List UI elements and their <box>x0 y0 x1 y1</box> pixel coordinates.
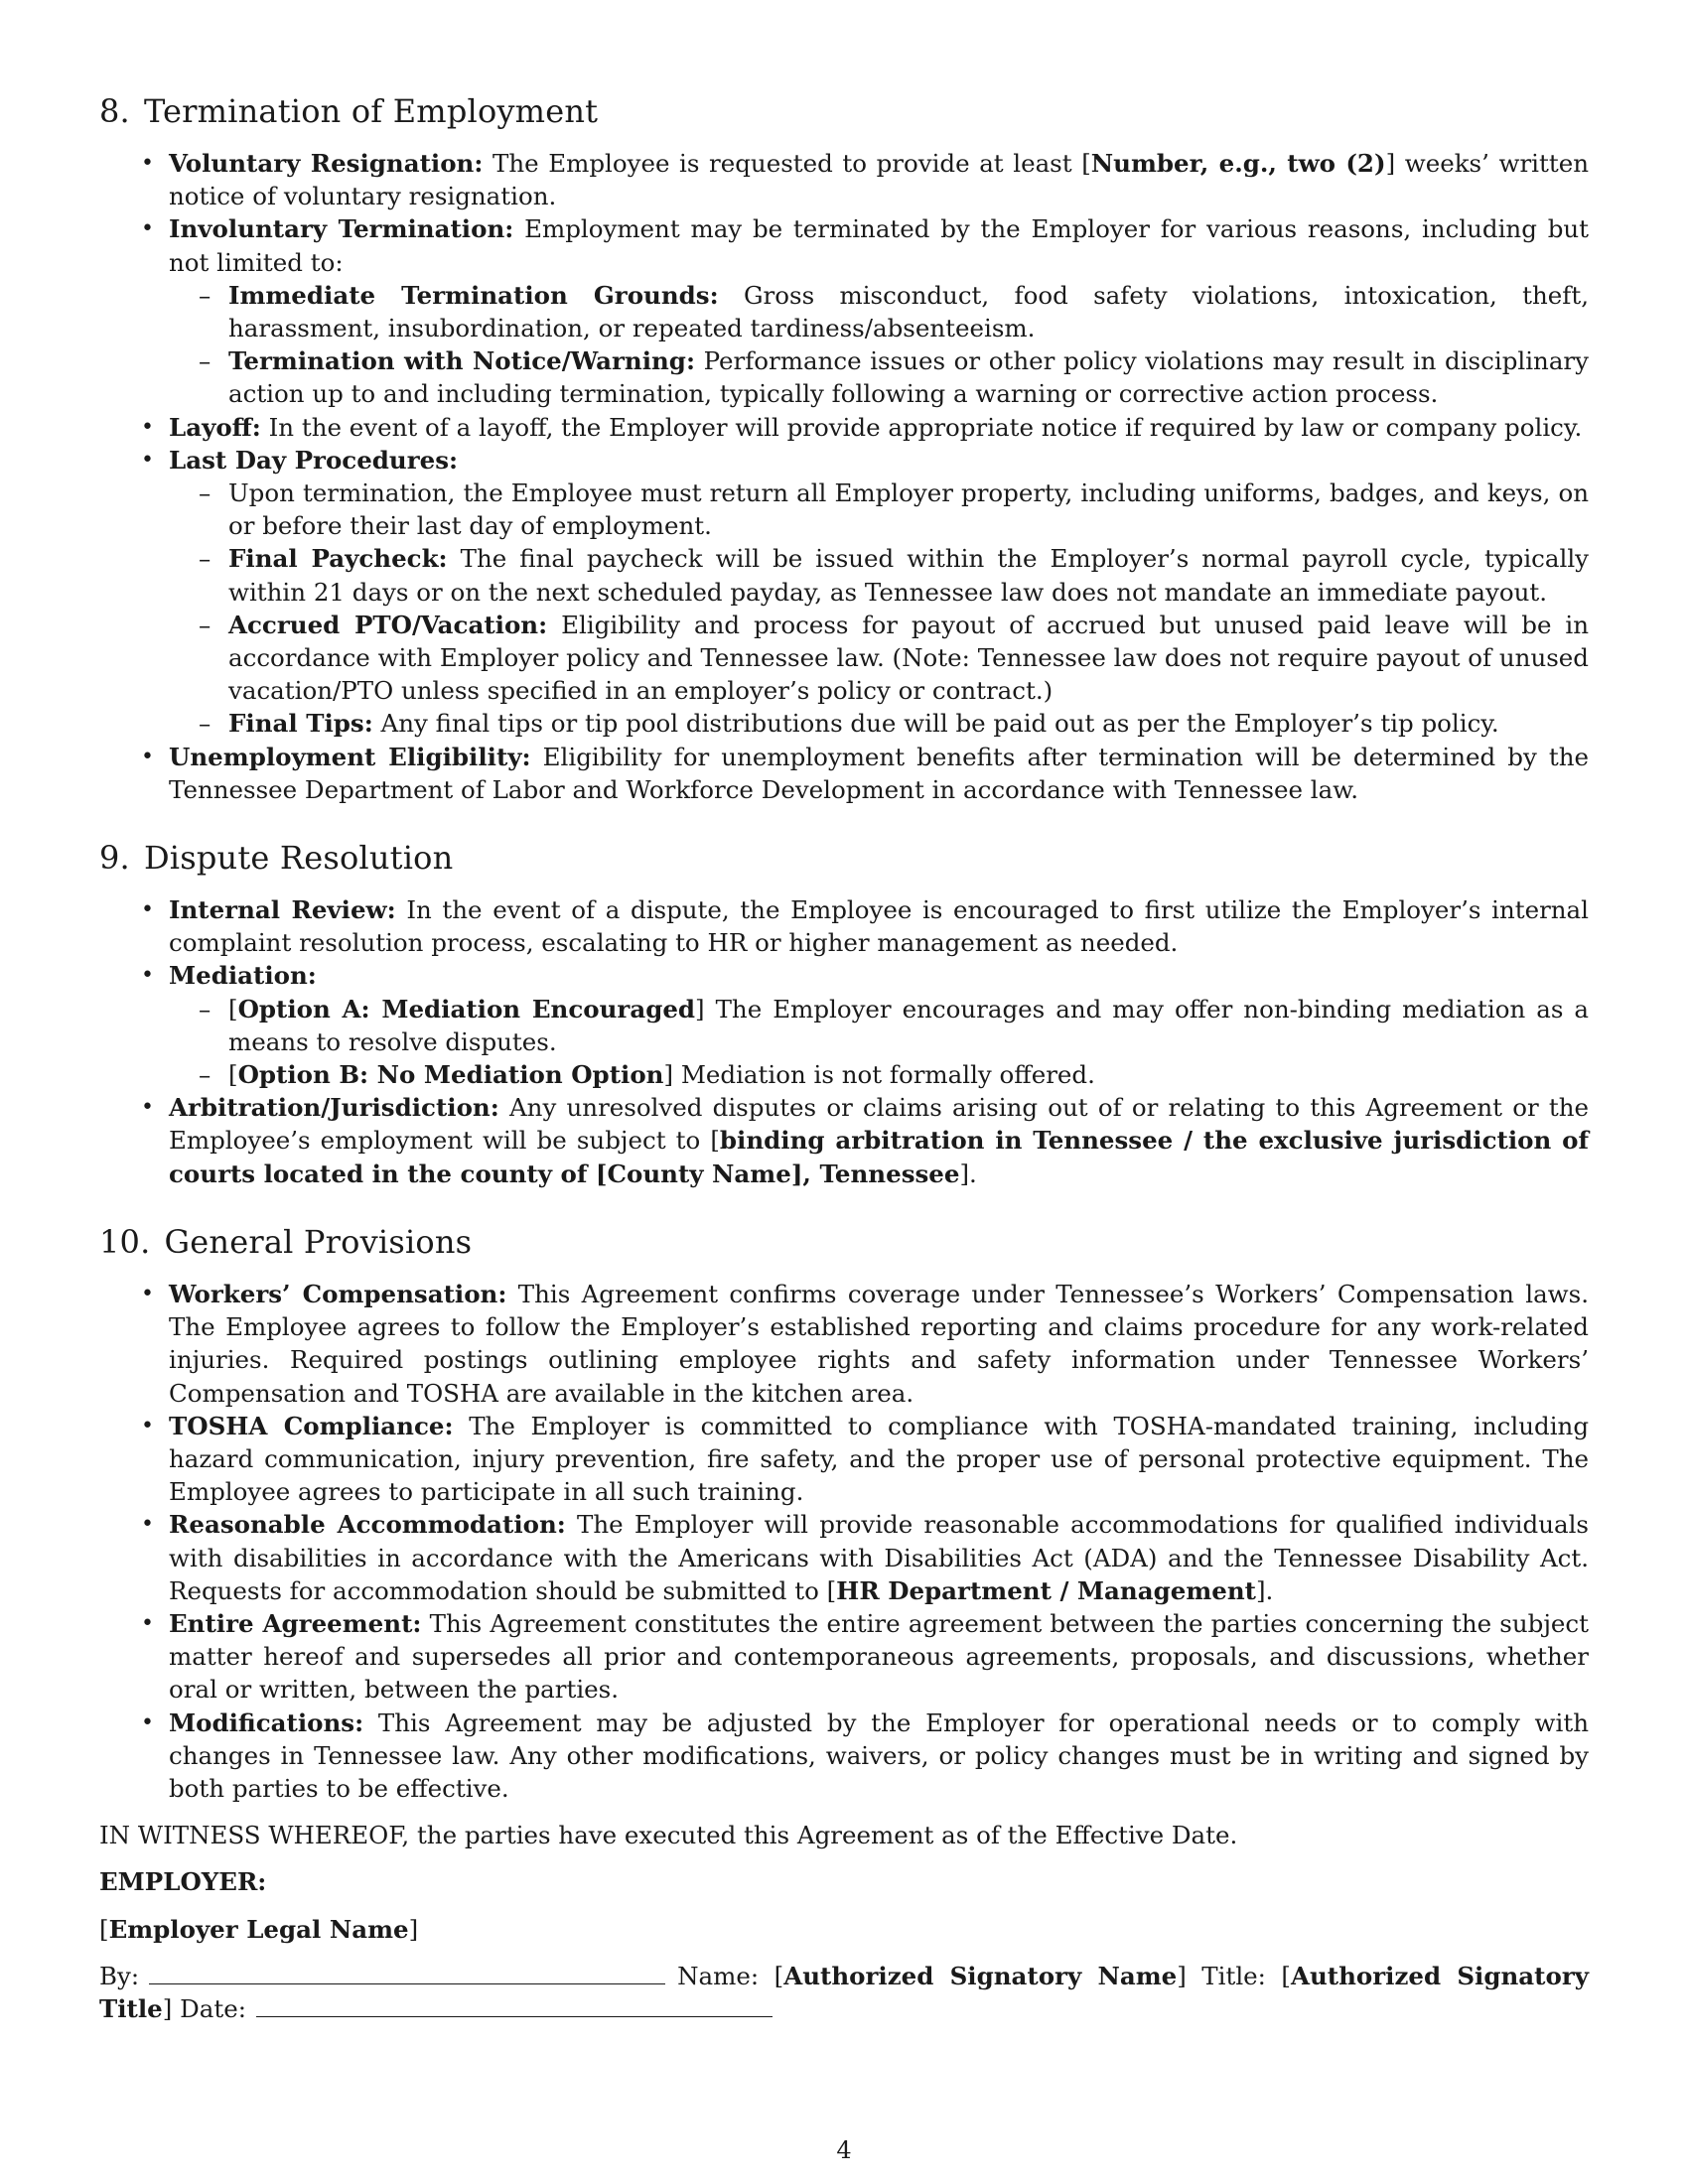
item-text: Any unresolved disputes or claims arising out of or relating to this Agreement or the Employee’s employment will be subject to [ <box>169 1093 1589 1156</box>
item-text: The Employer will provide reasonable accommodations for qualified individuals with disabilities in accordance with the Americans with Disabilities Act (ADA) and the Tennessee Disability Act. Requests for accommodation should be submitted to [ <box>169 1510 1589 1605</box>
section-general-provisions <box>99 1220 1589 1805</box>
item-text: The Employer is committed to compliance with TOSHA-mandated training, including hazard communication, injury prevention, fire safety, and the proper use of personal protective equipment. The Employee agrees to participate in all such training. <box>169 1411 1590 1507</box>
section-heading <box>99 836 1589 880</box>
bullet-list <box>99 1278 1589 1805</box>
option-label: Option B: No Mediation Option <box>237 1060 664 1090</box>
title-label: ] Title: [ <box>1177 1961 1291 1990</box>
page-number: 4 <box>836 2136 852 2164</box>
item-label: Immediate Termination Grounds: <box>228 280 719 310</box>
item-text: Upon termination, the Employee must return all Employer property, including uniforms, badges, and keys, on or before their last day of employment. <box>228 478 1589 541</box>
item-label: Accrued PTO/Vacation: <box>228 610 548 639</box>
section-title: Termination of Employment <box>143 92 599 130</box>
item-label: Final Paycheck: <box>228 544 448 574</box>
option-label: Option A: Mediation Encouraged <box>237 994 696 1024</box>
placeholder-field: binding arbitration in Tennessee / the exclusive jurisdiction of courts located in the county of [County Name], Tennessee <box>169 1126 1589 1188</box>
item-text: Employment may be terminated by the Employer for various reasons, including but not limited to: <box>169 214 1589 277</box>
item-text: ] The Employer encourages and may offer non-binding mediation as a means to resolve disputes. <box>228 994 1589 1056</box>
item-label: Last Day Procedures: <box>169 445 459 475</box>
item-label: Voluntary Resignation: <box>169 149 484 178</box>
section-dispute-resolution <box>99 836 1589 1190</box>
sub-list-item <box>228 477 1589 542</box>
item-label: Unemployment Eligibility: <box>169 742 531 771</box>
placeholder-field: HR Department / Management <box>836 1575 1256 1605</box>
item-text: In the event of a dispute, the Employee is encouraged to first utilize the Employer’s internal complaint resolution process, escalating to HR or higher management as needed. <box>169 895 1590 958</box>
section-title: General Provisions <box>164 1222 473 1261</box>
date-line[interactable] <box>256 1992 773 2017</box>
list-item <box>169 1706 1589 1806</box>
item-text: ]. <box>1255 1575 1274 1605</box>
list-item <box>169 1278 1589 1410</box>
item-text: ] Mediation is not formally offered. <box>663 1060 1095 1090</box>
item-text: Eligibility and process for payout of accrued but unused paid leave will be in accordance with Employer policy and Tennessee law. (Note: Tennessee law does not require payout of unused vacation/PTO unless specified in an employer’s policy or contract.) <box>228 610 1590 706</box>
item-label: Final Tips: <box>228 709 373 739</box>
item-label: Reasonable Accommodation: <box>169 1510 566 1540</box>
item-text: This Agreement constitutes the entire agreement between the parties concerning the subject matter hereof and supersedes all prior and contemporaneous agreements, proposals, and discussions, whether oral or written, between the parties. <box>169 1608 1589 1705</box>
list-item <box>169 1508 1589 1607</box>
placeholder-field: Number, e.g., two (2) <box>1090 149 1386 178</box>
item-label: Entire Agreement: <box>169 1608 422 1638</box>
item-label: Involuntary Termination: <box>169 214 514 244</box>
item-text: The final paycheck will be issued within the Employer’s normal payroll cycle, typically within 21 days or on the next scheduled payday, as Tennessee law does not mandate an immediate payout. <box>228 544 1589 607</box>
signature-line[interactable] <box>149 1960 665 1984</box>
witness-statement: IN WITNESS WHEREOF, the parties have executed this Agreement as of the Effective Date. <box>99 1821 1238 1850</box>
item-text: Any final tips or tip pool distributions due will be paid out as per the Employer’s tip policy. <box>372 709 1499 739</box>
sub-list-item: – [Option A: Mediation Encouraged] The Employer encourages and may offer non-binding mediation as a means to resolve disputes. <box>228 993 1589 1058</box>
section-number: 8. <box>99 92 130 130</box>
sub-list-item <box>228 344 1589 410</box>
item-text: ] weeks’ written notice of voluntary resignation. <box>169 149 1589 211</box>
name-label: Name: [ <box>677 1961 784 1990</box>
sub-list <box>169 477 1589 741</box>
placeholder-field: Authorized Signatory Title <box>99 1961 1589 2023</box>
by-label: By: <box>99 1961 140 1990</box>
list-item <box>169 1410 1589 1509</box>
section-title: Dispute Resolution <box>143 839 454 878</box>
list-item <box>169 212 1589 410</box>
employer-label: EMPLOYER: <box>99 1867 267 1897</box>
section-termination <box>99 89 1589 806</box>
list-item <box>169 1091 1589 1190</box>
sub-list-item <box>228 279 1589 344</box>
section-heading <box>99 1220 1589 1264</box>
item-label: Arbitration/Jurisdiction: <box>169 1093 499 1123</box>
sub-list <box>169 993 1589 1092</box>
item-label: Modifications: <box>169 1707 364 1737</box>
list-item <box>169 959 1589 1091</box>
item-label: Layoff: <box>169 412 261 442</box>
sub-list-item: – [Option B: No Mediation Option] Mediation is not formally offered. <box>228 1058 1589 1091</box>
item-text: Eligibility for unemployment benefits after termination will be determined by the Tennessee Department of Labor and Workforce Development in accordance with Tennessee law. <box>169 742 1589 804</box>
employer-legal-name: [Employer Legal Name] <box>99 1914 419 1944</box>
placeholder-field: Authorized Signatory Name <box>783 1961 1178 1990</box>
list-item <box>169 411 1589 444</box>
section-number: 9. <box>99 839 130 878</box>
signature-block <box>99 1960 1589 2025</box>
placeholder-field: Employer Legal Name <box>108 1914 409 1944</box>
item-text: In the event of a layoff, the Employer will provide appropriate notice if required by law or company policy. <box>260 412 1583 442</box>
list-item <box>169 1607 1589 1706</box>
item-label: Internal Review: <box>169 895 396 925</box>
list-item <box>169 147 1589 212</box>
bullet-list <box>99 147 1589 806</box>
item-text: Performance issues or other policy violations may result in disciplinary action up to and including termination, typically following a warning or corrective action process. <box>228 346 1589 409</box>
sub-list-item <box>228 542 1589 608</box>
item-label: TOSHA Compliance: <box>169 1411 454 1440</box>
item-label: Mediation: <box>169 961 317 991</box>
sub-list-item <box>228 609 1589 708</box>
list-item <box>169 444 1589 741</box>
item-label: Workers’ Compensation: <box>169 1279 507 1308</box>
sub-list-item <box>228 707 1589 740</box>
item-text: This Agreement confirms coverage under Tennessee’s Workers’ Compensation laws. The Employee agrees to follow the Employer’s established reporting and claims procedure for any work-related injuries. Required postings outlining employee rights and safety information under Tennessee Workers’ Compensation and TOSHA are available in the kitchen area. <box>169 1279 1590 1408</box>
section-number: 10. <box>99 1222 151 1261</box>
item-label: Termination with Notice/Warning: <box>228 346 695 376</box>
item-text: This Agreement may be adjusted by the Employer for operational needs or to comply with changes in Tennessee law. Any other modifications, waivers, or policy changes must be in writing and signed by both parties to be effective. <box>169 1707 1589 1803</box>
item-text: Gross misconduct, food safety violations, intoxication, theft, harassment, insubordination, or repeated tardiness/absenteeism. <box>228 280 1589 343</box>
item-text: The Employee is requested to provide at least [ <box>483 149 1091 178</box>
list-item <box>169 893 1589 959</box>
section-heading <box>99 89 1589 133</box>
date-label: ] Date: <box>162 1993 246 2023</box>
sub-list <box>169 279 1589 411</box>
list-item <box>169 741 1589 806</box>
document-page <box>99 89 1589 2025</box>
bullet-list <box>99 893 1589 1190</box>
item-text: ]. <box>959 1159 977 1188</box>
